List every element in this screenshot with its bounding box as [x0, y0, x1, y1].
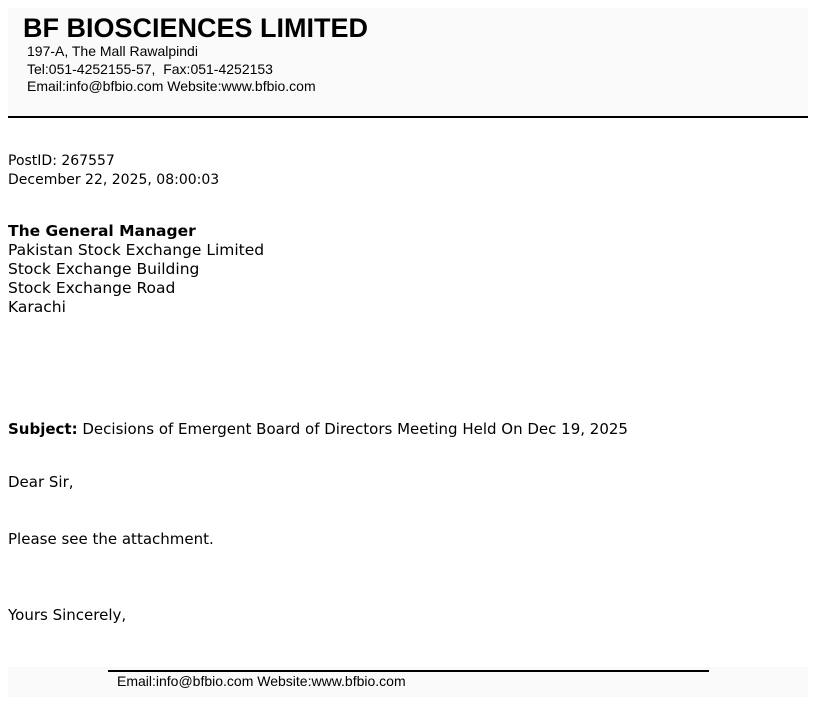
post-date: December 22, 2025, 08:00:03: [8, 172, 220, 188]
recipient-building: Stock Exchange Building: [8, 260, 200, 278]
company-email-website: Email:info@bfbio.com Website:www.bfbio.com: [27, 78, 316, 94]
subject-label: Subject:: [8, 420, 78, 438]
closing: Yours Sincerely,: [8, 606, 127, 624]
post-id: PostID: 267557: [8, 153, 115, 169]
recipient-organization: Pakistan Stock Exchange Limited: [8, 241, 265, 259]
letter-footer: [8, 667, 808, 697]
recipient-city: Karachi: [8, 298, 66, 316]
subject-text: Decisions of Emergent Board of Directors Meeting Held On Dec 19, 2025: [77, 420, 628, 438]
recipient-address-block: [8, 222, 264, 317]
letterhead: [8, 8, 808, 116]
company-phone-fax: Tel:051-4252155-57, Fax:051-4252153: [27, 61, 273, 77]
recipient-title: The General Manager: [8, 222, 196, 240]
salutation: Dear Sir,: [8, 473, 74, 491]
letterhead-divider: [8, 116, 808, 118]
letter-body: Please see the attachment.: [8, 530, 214, 548]
subject-line: [8, 420, 628, 439]
recipient-road: Stock Exchange Road: [8, 279, 176, 297]
company-address: 197-A, The Mall Rawalpindi: [27, 43, 198, 59]
company-name: BF BIOSCIENCES LIMITED: [23, 13, 369, 43]
footer-divider: [108, 670, 709, 672]
footer-email-website: Email:info@bfbio.com Website:www.bfbio.com: [117, 673, 406, 689]
